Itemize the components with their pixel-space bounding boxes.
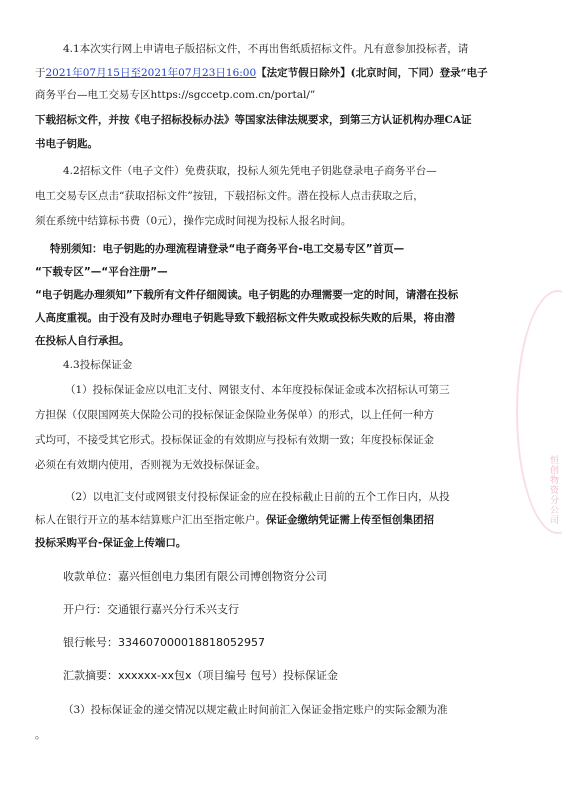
para-4-1-line-4: 下载招标文件，并按《电子招标投标办法》等国家法律法规要求，到第三方认证机构办理CA证 bbox=[35, 114, 472, 126]
p3-line-1: （3）投标保证金的递交情况以规定截止时间前汇入保证金指定账户的实际金额为准 bbox=[63, 704, 448, 716]
p2-line-1: （2）以电汇支付或网银支付投标保证金的应在投标截止日前的五个工作日内，从投 bbox=[65, 491, 450, 503]
p2-line-2-bold: 保证金缴纳凭证需上传至恒创集团招 bbox=[266, 514, 434, 526]
section-4-3-title: 4.3投标保证金 bbox=[63, 359, 133, 371]
para-4-1-prefix: 于 bbox=[35, 67, 46, 79]
para-4-1-line-1: 4.1本次实行网上申请电子版招标文件，不再出售纸质招标文件。凡有意参加投标者，请 bbox=[63, 43, 469, 55]
para-4-1-suffix: 【法定节假日除外】(北京时间，下同）登录“电子 bbox=[256, 67, 488, 79]
platform-url-line: 商务平台—电工交易专区https://sgccetp.com.cn/portal/” bbox=[35, 89, 316, 101]
account-row bbox=[63, 634, 265, 650]
p1-line-1: （1）投标保证金应以电汇支付、网银支付、本年度投标保证金或本次招标认可第三 bbox=[65, 384, 450, 396]
bank-row bbox=[63, 601, 239, 617]
p2-line-2-normal: 标人在银行开立的基本结算账户汇出至指定帐户。 bbox=[35, 514, 266, 526]
notice-line-4: 人高度重视。由于没有及时办理电子钥匙导致下载招标文件失败或投标失败的后果，将由潜 bbox=[35, 312, 455, 324]
p2-line-2 bbox=[35, 512, 434, 527]
para-4-2-line-3: 须在系统中结算标书费（0元），操作完成时间视为投标人报名时间。 bbox=[35, 215, 352, 227]
account-label: 银行帐号： bbox=[63, 636, 118, 649]
notice-line-3: “电子钥匙办理须知”下载所有文件仔细阅读。电子钥匙的办理需要一定的时间，请潜在投标 bbox=[35, 289, 459, 301]
bank-label: 开户行： bbox=[63, 603, 107, 616]
bid-start-date-link[interactable]: 2021年07月15日 bbox=[45, 67, 131, 79]
p1-line-4: 必须在有效期内使用，否则视为无效投标保证金。 bbox=[35, 459, 266, 471]
seal-text: 恒创物资分公司 bbox=[548, 455, 558, 525]
para-4-2-line-1: 4.2招标文件（电子文件）免费获取，投标人须先凭电子钥匙登录电子商务平台— bbox=[63, 165, 437, 177]
account-value: 334607000018818052957 bbox=[118, 636, 265, 649]
bank-value: 交通银行嘉兴分行禾兴支行 bbox=[107, 603, 239, 616]
notice-line-2: “下载专区”—“平台注册”— bbox=[35, 266, 168, 278]
payee-label: 收款单位： bbox=[63, 570, 118, 583]
p1-line-2: 方担保（仅限国网英大保险公司的投标保证金保险业务保单）的形式，以上任何一种方 bbox=[35, 409, 434, 421]
p3-line-2: 。 bbox=[35, 729, 46, 741]
p1-line-3: 式均可，不接受其它形式。投标保证金的有效期应与投标有效期一致；年度投标保证金 bbox=[35, 434, 434, 446]
p2-line-3: 投标采购平台-保证金上传端口。 bbox=[35, 537, 187, 549]
payee-value: 嘉兴恒创电力集团有限公司博创物资分公司 bbox=[118, 570, 327, 583]
memo-value: xxxxxx-xx包x（项目编号 包号）投标保证金 bbox=[118, 669, 339, 682]
memo-label: 汇款摘要： bbox=[63, 669, 118, 682]
bid-end-date-link[interactable]: 2021年07月23日16:00 bbox=[140, 67, 257, 79]
payee-row bbox=[63, 568, 327, 584]
memo-row bbox=[63, 667, 338, 683]
para-4-2-line-2: 电工交易专区点击“获取招标文件”按钮，下载招标文件。潜在投标人点击获取之后， bbox=[35, 190, 424, 202]
notice-line-1: 特别须知：电子钥匙的办理流程请登录“电子商务平台-电工交易专区”首页— bbox=[50, 243, 405, 255]
date-separator: 至 bbox=[130, 67, 141, 79]
para-4-1-line-5: 书电子钥匙。 bbox=[35, 138, 98, 150]
para-4-1-line-2 bbox=[35, 65, 488, 80]
notice-line-5: 在投标人自行承担。 bbox=[35, 335, 130, 347]
